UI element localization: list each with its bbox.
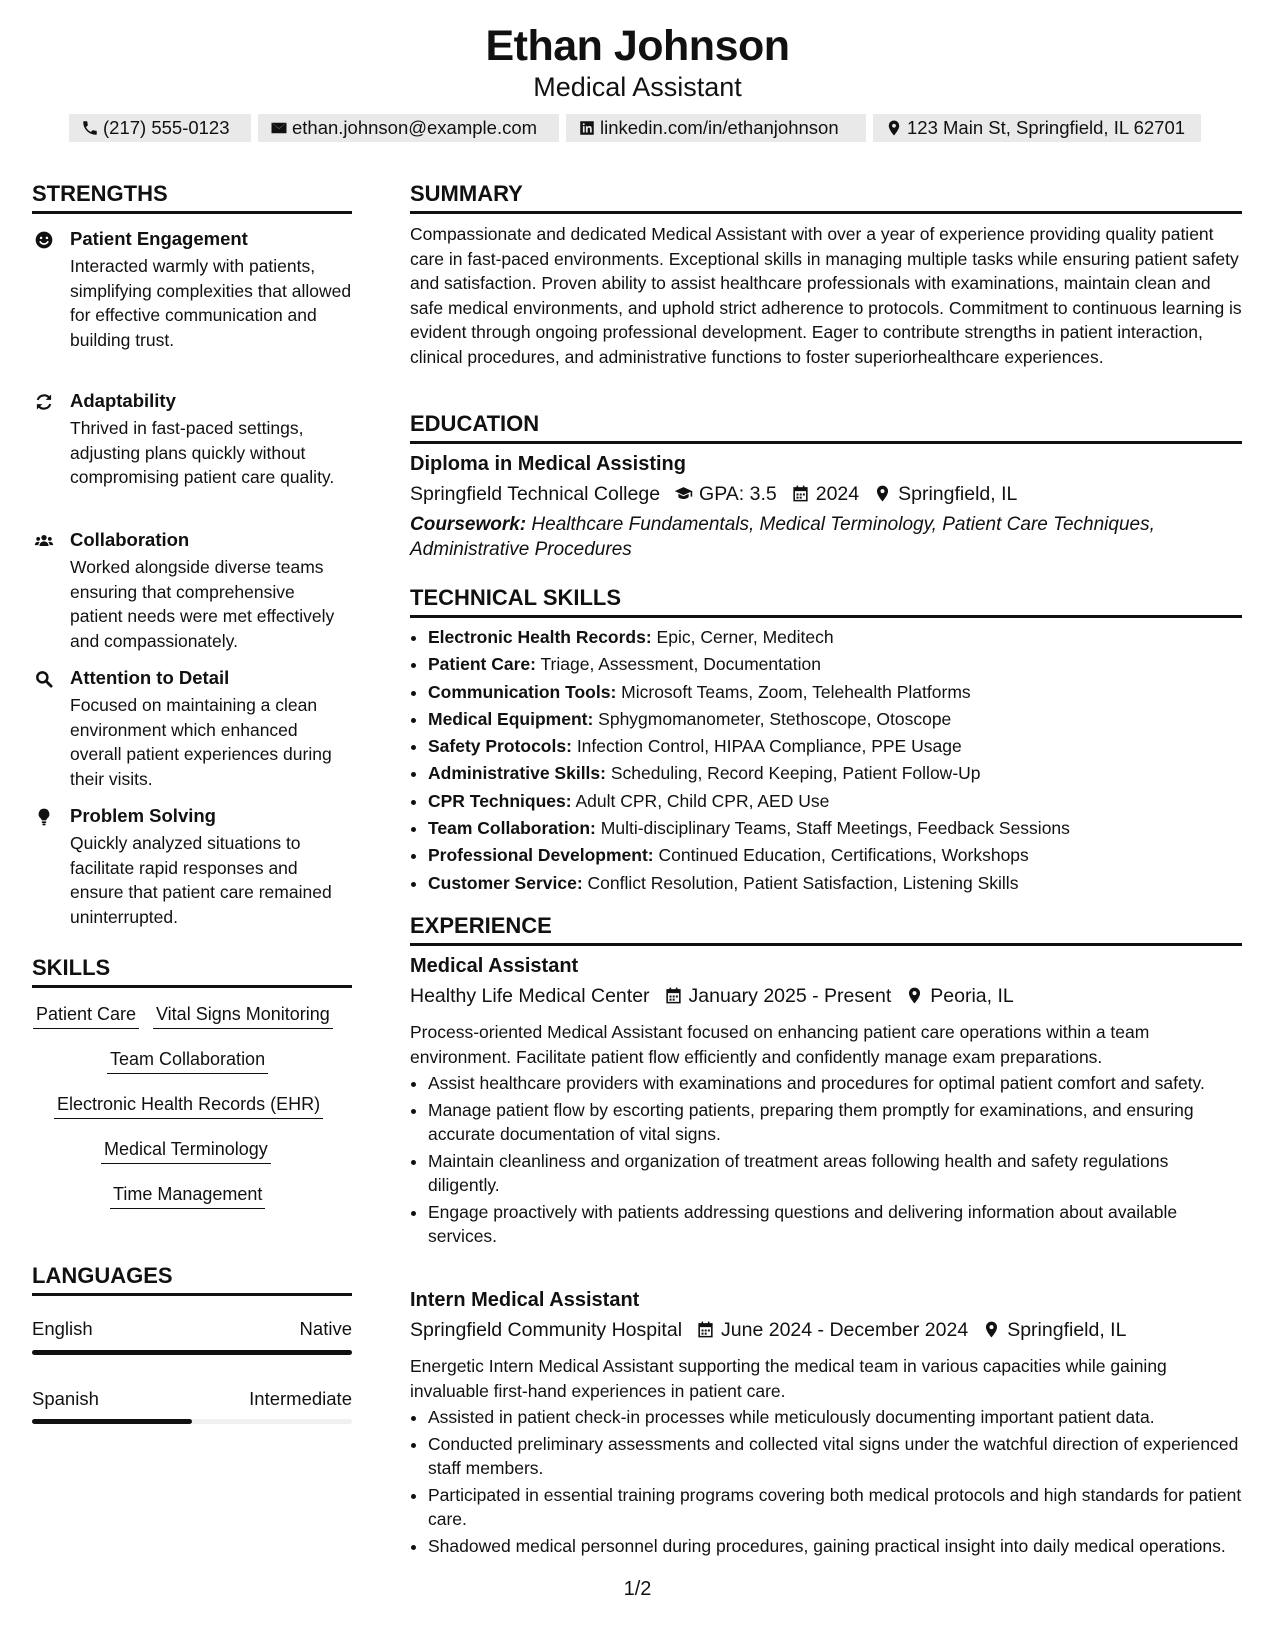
calendar-icon	[791, 484, 810, 503]
calendar-icon	[696, 1320, 715, 1339]
strength-title: Problem Solving	[70, 805, 216, 826]
tech-skill-item: • Team Collaboration: Multi-disciplinary Teams, Staff Meetings, Feedback Sessions	[428, 815, 1242, 842]
contact-phone-text: (217) 555-0123	[103, 117, 230, 138]
job-summary: Process-oriented Medical Assistant focused on enhancing patient care operations within a team environment. Facilitate patient flow efficiently and confidently manage exam preparations.	[410, 1022, 1150, 1067]
map-pin-icon	[982, 1320, 1001, 1339]
strength-title: Collaboration	[70, 529, 190, 550]
tech-skill-item: • Administrative Skills: Scheduling, Record Keeping, Patient Follow-Up	[428, 760, 1242, 787]
gpa: GPA: 3.5	[699, 483, 777, 505]
tech-skill-item: • Electronic Health Records: Epic, Cerner, Meditech	[428, 624, 1242, 651]
job-bullet: • Conducted preliminary assessments and collected vital signs under the watchful direction of experienced staff members.	[428, 1432, 1242, 1481]
job-meta	[410, 1319, 1242, 1342]
search-icon	[34, 669, 54, 689]
phone-icon	[81, 119, 99, 137]
contact-linkedin-text: linkedin.com/in/ethanjohnson	[600, 117, 839, 138]
summary-heading: SUMMARY	[410, 181, 523, 206]
job-title: Medical Assistant	[410, 955, 579, 977]
contact-phone[interactable]	[69, 114, 251, 142]
language-name: English	[32, 1318, 93, 1339]
strengths-heading: STRENGTHS	[32, 181, 168, 206]
job-bullet: • Assist healthcare providers with examinations and procedures for optimal patient comfort and safety.	[428, 1071, 1242, 1096]
language-name: Spanish	[32, 1388, 99, 1409]
language-bar-fill	[32, 1350, 352, 1355]
job-dates: January 2025 - Present	[688, 985, 892, 1007]
smile-icon	[34, 230, 54, 250]
calendar-icon	[664, 986, 683, 1005]
envelope-icon	[270, 119, 288, 137]
strength-title: Attention to Detail	[70, 667, 230, 688]
tech-skill-item: • Professional Development: Continued Education, Certifications, Workshops	[428, 842, 1242, 869]
job-bullet: • Shadowed medical personnel during procedures, gaining practical insight into daily medical operations.	[428, 1534, 1242, 1559]
technical-skills-rule	[410, 615, 1242, 618]
candidate-name: Ethan Johnson	[485, 22, 790, 70]
languages-rule	[32, 1293, 352, 1296]
summary-text: Compassionate and dedicated Medical Assistant with over a year of experience providing quality patient care in fast-paced environments. Exceptional skills in managing multiple tasks while ensuring patient safety and satisfaction. Proven ability to assist healthcare professionals with examinations, maintain clean and safe medical environments, and uphold strict adherence to protocols. Commitment to continuous learning is evident through ongoing professional development. Eager to contribute strengths in patient interaction, clinical procedures, and administrative functions to foster superiorhealthcare experiences.	[410, 224, 1242, 367]
job-bullet: • Engage proactively with patients addressing questions and delivering information about available services.	[428, 1200, 1242, 1249]
contact-linkedin[interactable]	[566, 114, 866, 142]
company-name: Springfield Community Hospital	[410, 1319, 683, 1341]
technical-skills-heading: TECHNICAL SKILLS	[410, 585, 622, 610]
tech-skill-item: • Medical Equipment: Sphygmomanometer, Stethoscope, Otoscope	[428, 706, 1242, 733]
job-bullet: • Manage patient flow by escorting patients, preparing them promptly for examinations, and ensuring accurate documentation of vital signs.	[428, 1098, 1242, 1147]
experience-heading: EXPERIENCE	[410, 913, 552, 938]
languages-heading: LANGUAGES	[32, 1263, 173, 1288]
job-title: Intern Medical Assistant	[410, 1289, 640, 1311]
tech-skill-item: • CPR Techniques: Adult CPR, Child CPR, AED Use	[428, 788, 1242, 815]
job-bullets	[410, 1071, 1242, 1251]
education-location: Springfield, IL	[898, 483, 1018, 505]
job-dates: June 2024 - December 2024	[721, 1319, 969, 1341]
strength-title: Adaptability	[70, 390, 176, 411]
school-name: Springfield Technical College	[410, 483, 661, 505]
tech-skill-item: • Safety Protocols: Infection Control, HIPAA Compliance, PPE Usage	[428, 733, 1242, 760]
language-row	[32, 1388, 352, 1410]
strength-desc: Quickly analyzed situations to facilitate rapid responses and ensure that patient care remained uninterrupted.	[70, 833, 332, 927]
contact-address-text: 123 Main St, Springfield, IL 62701	[907, 117, 1186, 138]
language-bar-track	[32, 1419, 352, 1424]
coursework-label: Coursework:	[410, 514, 527, 535]
users-icon	[34, 531, 54, 551]
coursework-list: Healthcare Fundamentals, Medical Terminology, Patient Care Techniques, Administrative Procedures	[410, 514, 1155, 560]
education-rule	[410, 441, 1242, 444]
job-bullet: • Assisted in patient check-in processes while meticulously documenting important patient data.	[428, 1405, 1242, 1430]
technical-skills-list	[410, 624, 1242, 897]
job-meta	[410, 985, 1242, 1008]
strength-title: Patient Engagement	[70, 228, 248, 249]
summary-rule	[410, 211, 1242, 214]
contact-email[interactable]	[258, 114, 559, 142]
skill-tag: Patient Care	[33, 1004, 139, 1029]
skills-heading: SKILLS	[32, 955, 111, 980]
graduation-year: 2024	[815, 483, 860, 505]
language-level: Intermediate	[249, 1388, 352, 1409]
contact-email-text: ethan.johnson@example.com	[292, 117, 538, 138]
education-meta	[410, 483, 1242, 506]
candidate-role: Medical Assistant	[533, 72, 742, 102]
lightbulb-icon	[34, 807, 54, 827]
language-bar-fill	[32, 1419, 192, 1424]
page-number: 1/2	[623, 1578, 652, 1600]
contact-address	[873, 114, 1201, 142]
linkedin-icon	[578, 119, 596, 137]
map-pin-icon	[885, 119, 903, 137]
map-pin-icon	[873, 484, 892, 503]
refresh-icon	[34, 392, 54, 412]
strength-desc: Focused on maintaining a clean environment which enhanced overall patient experiences during their visits.	[70, 695, 332, 789]
company-name: Healthy Life Medical Center	[410, 985, 650, 1007]
map-pin-icon	[905, 986, 924, 1005]
education-heading: EDUCATION	[410, 411, 540, 436]
coursework	[410, 513, 1242, 562]
strength-desc: Interacted warmly with patients, simplifying complexities that allowed for effective communication and building trust.	[70, 256, 352, 350]
job-location: Springfield, IL	[1007, 1319, 1127, 1341]
skill-tag: Time Management	[110, 1184, 265, 1209]
strength-desc: Worked alongside diverse teams ensuring that comprehensive patient needs were met effectively and compassionately.	[70, 557, 335, 651]
job-bullets	[410, 1405, 1242, 1560]
skill-tag: Medical Terminology	[101, 1139, 271, 1164]
skill-tag: Vital Signs Monitoring	[153, 1004, 333, 1029]
job-summary: Energetic Intern Medical Assistant supporting the medical team in various capacities while gaining invaluable first-hand experiences in patient care.	[410, 1356, 1167, 1401]
skill-tag: Team Collaboration	[107, 1049, 268, 1074]
degree-title: Diploma in Medical Assisting	[410, 453, 686, 475]
tech-skill-item: • Communication Tools: Microsoft Teams, Zoom, Telehealth Platforms	[428, 679, 1242, 706]
graduation-cap-icon	[674, 484, 693, 503]
language-row	[32, 1318, 352, 1340]
strength-desc: Thrived in fast-paced settings, adjusting plans quickly without compromising patient care quality.	[70, 418, 335, 487]
language-level: Native	[299, 1318, 352, 1339]
strengths-rule	[32, 211, 352, 214]
job-bullet: • Maintain cleanliness and organization of treatment areas following health and safety regulations diligently.	[428, 1149, 1242, 1198]
job-bullet: • Participated in essential training programs covering both medical protocols and high standards for patient care.	[428, 1483, 1242, 1532]
language-bar-track	[32, 1350, 352, 1355]
experience-rule	[410, 943, 1242, 946]
skill-tag: Electronic Health Records (EHR)	[54, 1094, 323, 1119]
tech-skill-item: • Patient Care: Triage, Assessment, Documentation	[428, 651, 1242, 678]
job-location: Peoria, IL	[930, 985, 1014, 1007]
skills-rule	[32, 985, 352, 988]
tech-skill-item: • Customer Service: Conflict Resolution, Patient Satisfaction, Listening Skills	[428, 870, 1242, 897]
